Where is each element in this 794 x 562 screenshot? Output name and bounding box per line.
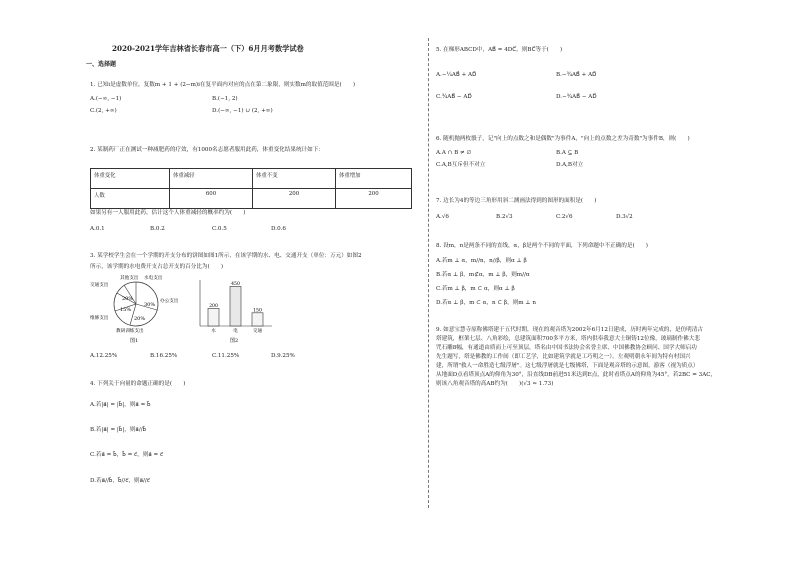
question-9-line: 先生题写，塔是佛教的工作间（即工艺学，比如建筑学就是工巧明之一）。左观明朝永年间为特有村国兴 [436,354,691,360]
question-2-option-b[interactable]: B.0.2 [150,226,165,232]
question-8-stem: 8. 设m，n是两条不同的直线，α，β是两个不同的平面，下列命题中不正确的是( ) [436,243,648,249]
question-1-stem: 1. 已知i是虚数单位，复数m + 1 + (2−m)i在复平面内对应的点在第二象限，则实数m的取值范围是( ) [90,82,356,88]
bar-caption: 图2 [230,338,239,344]
question-8-option-c[interactable]: C.若m ⊥ β，m ⊂ α，则α ⊥ β [436,286,515,292]
bar-category-label: 水 [211,329,216,334]
bar [230,286,241,326]
question-8-option-b[interactable]: B.若α ⊥ β，m⊄α，m ⊥ β，则m//α [436,272,530,278]
pie-percent: 15% [120,307,132,313]
pie-label: 教研训练支出 [116,329,144,334]
question-9-line: 建，所谓"救人一命胜造七级浮屠"。这七级浮屠就是七级佛塔，下面是观音塔的示意图，游客（视为质点） [436,363,699,369]
question-6-option-a[interactable]: A.A ∩ B ≠ ∅ [436,150,472,156]
question-6-option-c[interactable]: C.A,B互斥但不对立 [436,162,486,168]
question-2-follow: 如果另有一人服用此药，估计这个人体重减轻的概率约为( ) [90,210,246,216]
question-2-option-c[interactable]: C.0.5 [212,226,227,232]
question-7-option-a[interactable]: A.√6 [436,214,449,220]
pie-percent: 20% [134,316,146,322]
table-header-cell: 体重不变 [253,169,336,189]
question-9-line: 则该八角观音塔的高AB约为( )(√3 ≈ 1.73) [436,381,554,387]
question-5-option-d[interactable]: D.−¾AB⃗ − AD⃗ [556,94,597,100]
question-9-line: 9. 如意宝慧寺原称佛塔建于五代时期，现在的观音塔为2002年6月12日建成，历时两年完成的，是仿明清古 [436,327,703,333]
question-1-option-a[interactable]: A.(−∞, −1) [90,96,122,102]
question-3-option-b[interactable]: B.16.25% [150,353,178,359]
pie-label: 水电支出 [144,276,163,281]
pie-label: 维修支出 [90,316,109,321]
question-4-option-a[interactable]: A.若|a⃗| = |b⃗|，则a⃗ = b⃗ [90,402,151,408]
question-5-option-b[interactable]: B.−¾AB⃗ + AD⃗ [556,72,597,78]
bar-category-label: 交通 [252,329,263,334]
bar-category-label: 电 [233,329,238,334]
pie-label: 交通支出 [90,283,109,288]
question-7-stem: 7. 边长为4的等边三角形用斜二测画法得到的图形的面积是( ) [436,198,597,204]
question-6-stem: 6. 随机抛两枚骰子，记"向上的点数之和是偶数"为事件A，"向上的点数之差为奇数"为事件B，则( ) [436,136,690,142]
bar-value-label: 450 [231,281,240,287]
table-row [91,169,412,189]
question-4-stem: 4. 下列关于向量的命题正确的是( ) [90,381,186,387]
question-9-line: 咒石雕8幅，有通道由质而上可至顶层，塔名由中国书法协会名誉主席、中国佛教协会顾问、国学大师启功 [436,345,697,351]
bar-value-label: 200 [209,303,218,309]
question-4-option-d[interactable]: D.若a⃗//b⃗，b⃗//c⃗，则a⃗//c⃗ [90,478,150,484]
pie-label: 其他支出 [120,276,139,281]
question-1-option-b[interactable]: B.(−1, 2) [212,96,238,102]
pie-caption: 图1 [130,338,139,344]
table-header-cell: 体重变化 [91,169,170,189]
question-3-stem-line1: 3. 某学校学生会在一个学期的开支分布的饼图如图1所示，在该学期的水、电、交通开支（单位：万元）如图2 [90,253,362,259]
question-3-option-c[interactable]: C.11.25% [212,353,240,359]
question-1-option-c[interactable]: C.(2, +∞) [90,108,117,114]
question-3-option-a[interactable]: A.12.25% [90,353,118,359]
question-7-option-c[interactable]: C.2√6 [556,214,573,220]
question-6-option-d[interactable]: D.A,B对立 [556,162,584,168]
pie-chart-figure-1 [90,274,180,346]
question-4-option-c[interactable]: C.若a⃗ = b⃗，b⃗ = c⃗，则a⃗ = c⃗ [90,452,164,458]
question-4-option-b[interactable]: B.若|a⃗| = |b⃗|，则a⃗//b⃗ [90,427,147,433]
table-cell: 200 [336,189,412,209]
table-header-cell: 体重增加 [336,169,412,189]
bar [208,308,219,326]
table-row-label: 人数 [91,189,170,209]
pie-percent: 30% [144,302,156,308]
bar [252,313,263,326]
question-3-option-d[interactable]: D.9.25% [271,353,295,359]
column-divider [428,38,429,508]
question-2-option-a[interactable]: A.0.1 [90,226,105,232]
question-9-line: 塔建筑，框架七层、八角彩绘，总建筑面积700多平方米，塔内供奉我意大士铜铸12位像，玻璃制作佛大悲 [436,336,700,342]
question-2-stem: 2. 某制药厂正在测试一种减肥药的疗效，有1000名志愿者服用此药，体重变化结果统计如下： [90,147,324,153]
section-heading: 一、选择题 [86,61,117,68]
question-9-line: 从地面D点看塔顶点A的仰角为30°，沿直线DB前进51米达到E点，此时看塔点A的仰角为45°，若2BC = 3AC， [436,372,717,378]
question-3-stem-line2: 所示，该学期的水电费开支占总开支的百分比为( ) [90,264,224,270]
question-8-option-a[interactable]: A.若m ⊥ α，m//n，n//β，则α ⊥ β [436,258,527,264]
question-5-option-a[interactable]: A.−¼AB⃗ + AD⃗ [436,72,477,78]
table-header-cell: 体重减轻 [170,169,253,189]
pie-percent: 20% [122,296,134,302]
page-title: 2020-2021学年吉林省长春市高一（下）6月月考数学试卷 [112,44,304,53]
bar-value-label: 150 [253,308,262,314]
bar-chart-figure-2 [196,278,276,346]
question-1-option-d[interactable]: D.(−∞, −1) ∪ (2, +∞) [212,108,273,114]
pie-label: 办公支出 [160,299,179,304]
weight-change-table [90,168,412,209]
table-cell: 200 [253,189,336,209]
question-7-option-b[interactable]: B.2√3 [496,214,513,220]
question-5-option-c[interactable]: C.¾AB⃗ − AD⃗ [436,94,472,100]
question-8-option-d[interactable]: D.若α ⊥ β，m ⊂ α，n ⊂ β，则m ⊥ n [436,300,536,306]
question-6-option-b[interactable]: B.A ⊆ B [556,150,579,156]
question-7-option-d[interactable]: D.3√2 [616,214,633,220]
question-5-stem: 5. 在梯形ABCD中，AB⃗ = 4DC⃗，则BC⃗等于( ) [436,47,563,53]
table-row [91,189,412,209]
question-2-option-d[interactable]: D.0.6 [271,226,286,232]
table-cell: 600 [170,189,253,209]
